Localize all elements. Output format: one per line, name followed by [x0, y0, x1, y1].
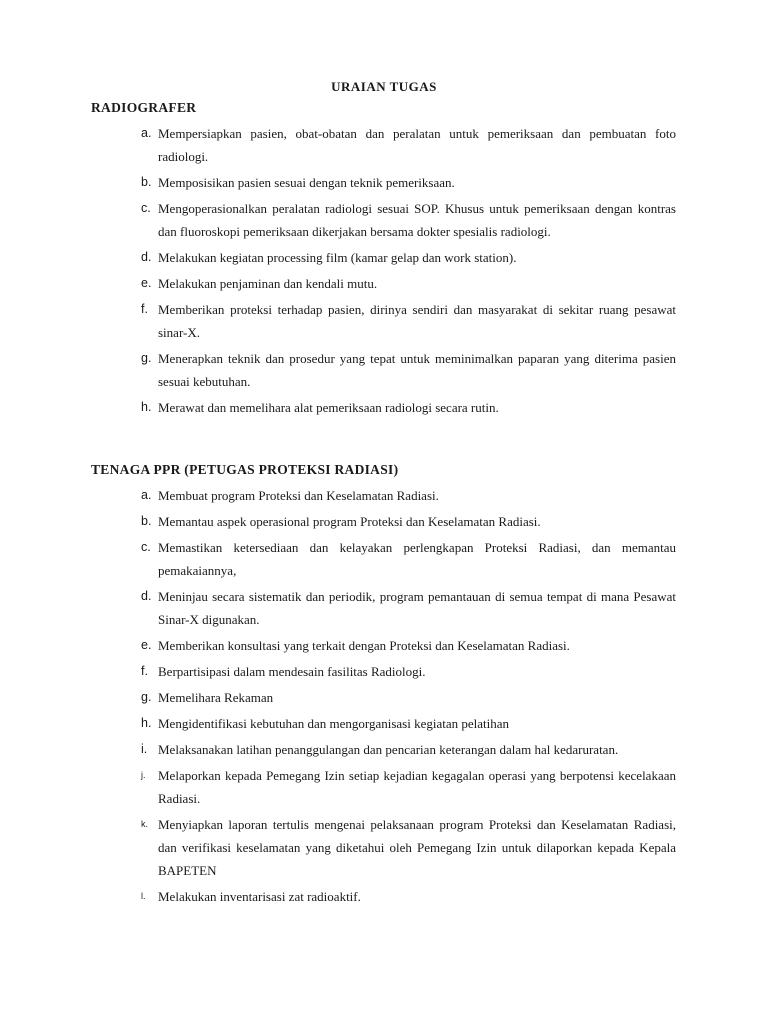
list-item-text: Menyiapkan laporan tertulis mengenai pelaksanaan program Proteksi dan Keselamatan Radiasi, dan verifikasi keselamatan yang diketahui oleh Pemegang Izin untuk dilaporkan kepada Kepala BAPETEN — [158, 817, 676, 878]
list-item — [0, 634, 768, 657]
list-marker: g. — [141, 351, 152, 365]
list-item-text: Membuat program Proteksi dan Keselamatan Radiasi. — [158, 488, 439, 503]
tenaga-ppr-task-list — [0, 484, 768, 911]
section-heading-radiografer: RADIOGRAFER — [91, 100, 197, 115]
list-marker: c. — [141, 201, 151, 215]
list-item — [0, 396, 768, 419]
list-item-text: Memberikan proteksi terhadap pasien, dirinya sendiri dan masyarakat di sekitar ruang pesawat sinar-X. — [158, 302, 676, 340]
list-marker: f. — [141, 302, 148, 316]
list-item — [0, 298, 768, 344]
list-marker: f. — [141, 664, 148, 678]
list-item — [0, 712, 768, 735]
list-item-text: Mengidentifikasi kebutuhan dan mengorganisasi kegiatan pelatihan — [158, 716, 510, 731]
list-item-text: Meninjau secara sistematik dan periodik, program pemantauan di semua tempat di mana Pesawat Sinar-X digunakan. — [158, 589, 676, 627]
list-item — [0, 585, 768, 631]
list-marker: i. — [141, 742, 148, 756]
list-marker: e. — [141, 276, 152, 290]
list-marker: j. — [141, 770, 146, 780]
list-marker: e. — [141, 638, 152, 652]
list-item-text: Memelihara Rekaman — [158, 690, 274, 705]
list-item — [0, 660, 768, 683]
list-marker: a. — [141, 126, 152, 140]
list-marker: c. — [141, 540, 151, 554]
list-item-text: Melakukan inventarisasi zat radioaktif. — [158, 889, 361, 904]
list-item — [0, 122, 768, 168]
list-item — [0, 885, 768, 908]
list-item — [0, 764, 768, 810]
page-title: URAIAN TUGAS — [331, 79, 437, 94]
list-item — [0, 510, 768, 533]
list-item — [0, 686, 768, 709]
list-marker: d. — [141, 250, 152, 264]
list-item — [0, 171, 768, 194]
list-item-text: Memberikan konsultasi yang terkait dengan Proteksi dan Keselamatan Radiasi. — [158, 638, 570, 653]
list-marker: g. — [141, 690, 152, 704]
list-item-text: Menerapkan teknik dan prosedur yang tepat untuk meminimalkan paparan yang diterima pasien sesuai kebutuhan. — [158, 351, 676, 389]
list-item-text: Melaporkan kepada Pemegang Izin setiap kejadian kegagalan operasi yang berpotensi kecelakaan Radiasi. — [158, 768, 676, 806]
list-item — [0, 272, 768, 295]
list-marker: h. — [141, 400, 152, 414]
list-item — [0, 246, 768, 269]
radiografer-task-list — [0, 122, 768, 422]
section-heading-tenaga-ppr: TENAGA PPR (PETUGAS PROTEKSI RADIASI) — [91, 462, 399, 477]
list-item — [0, 197, 768, 243]
list-item-text: Melaksanakan latihan penanggulangan dan pencarian keterangan dalam hal kedaruratan. — [158, 742, 619, 757]
list-marker: k. — [141, 819, 149, 829]
list-item — [0, 738, 768, 761]
list-item-text: Memposisikan pasien sesuai dengan teknik pemeriksaan. — [158, 175, 455, 190]
list-marker: l. — [141, 891, 146, 901]
list-item — [0, 347, 768, 393]
list-marker: a. — [141, 488, 152, 502]
list-item-text: Mengoperasionalkan peralatan radiologi sesuai SOP. Khusus untuk pemeriksaan dengan kontras dan fluoroskopi pemeriksaan dikerjakan bersama dokter spesialis radiologi. — [158, 201, 676, 239]
list-item — [0, 484, 768, 507]
list-marker: b. — [141, 514, 152, 528]
list-item-text: Merawat dan memelihara alat pemeriksaan radiologi secara rutin. — [158, 400, 499, 415]
list-item-text: Melakukan penjaminan dan kendali mutu. — [158, 276, 378, 291]
list-item-text: Memastikan ketersediaan dan kelayakan perlengkapan Proteksi Radiasi, dan memantau pemakaiannya, — [158, 540, 676, 578]
list-item-text: Melakukan kegiatan processing film (kamar gelap dan work station). — [158, 250, 517, 265]
list-item — [0, 536, 768, 582]
list-marker: b. — [141, 175, 152, 189]
list-item — [0, 813, 768, 882]
list-item-text: Berpartisipasi dalam mendesain fasilitas Radiologi. — [158, 664, 426, 679]
list-item-text: Mempersiapkan pasien, obat-obatan dan peralatan untuk pemeriksaan dan pembuatan foto radiologi. — [158, 126, 676, 164]
list-marker: h. — [141, 716, 152, 730]
list-marker: d. — [141, 589, 152, 603]
list-item-text: Memantau aspek operasional program Proteksi dan Keselamatan Radiasi. — [158, 514, 541, 529]
